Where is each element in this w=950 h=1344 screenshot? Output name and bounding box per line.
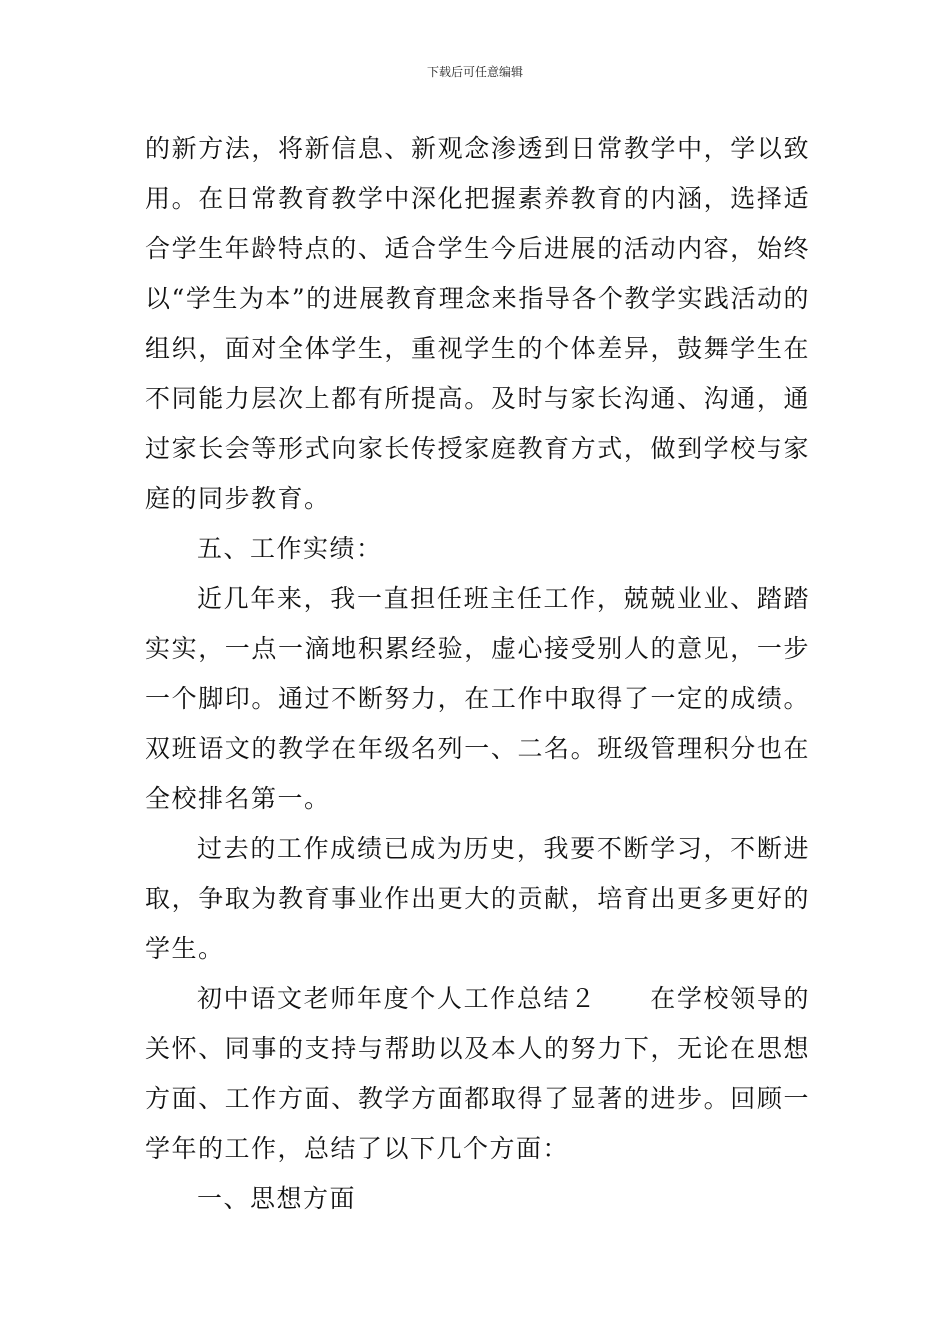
paragraph-summary-2-intro: 初中语文老师年度个人工作总结２ 在学校领导的关怀、同事的支持与帮助以及本人的努力下，无论在思想方面、工作方面、教学方面都取得了显著的进步。回顾一学年的工作，总结了以下几个方面： <box>145 984 810 1163</box>
paragraph-methods: 的新方法，将新信息、新观念渗透到日常教学中，学以致用。在日常教育教学中深化把握素养教育的内涵，选择适合学生年龄特点的、适合学生今后进展的活动内容，始终以“学生为本”的进展教育理念来指导各个教学实践活动的组织，面对全体学生，重视学生的个体差异，鼓舞学生在不同能力层次上都有所提高。及时与家长沟通、沟通，通过家长会等形式向家长传授家庭教育方式，做到学校与家庭的同步教育。 <box>145 134 810 513</box>
page-header-note: 下载后可任意编辑 <box>426 65 523 79</box>
paragraph-achievements: 近几年来，我一直担任班主任工作，兢兢业业、踏踏实实，一点一滴地积累经验，虚心接受别人的意见，一步一个脚印。通过不断努力，在工作中取得了一定的成绩。双班语文的教学在年级名列一、二名。班级管理积分也在全校排名第一。 <box>145 584 810 813</box>
section-heading-thought: 一、思想方面 <box>197 1184 357 1213</box>
paragraph-future: 过去的工作成绩已成为历史，我要不断学习，不断进取，争取为教育事业作出更大的贡献，培育出更多更好的学生。 <box>145 834 810 963</box>
document-body <box>145 124 810 1224</box>
section-heading-achievements: 五、工作实绩： <box>197 534 383 563</box>
